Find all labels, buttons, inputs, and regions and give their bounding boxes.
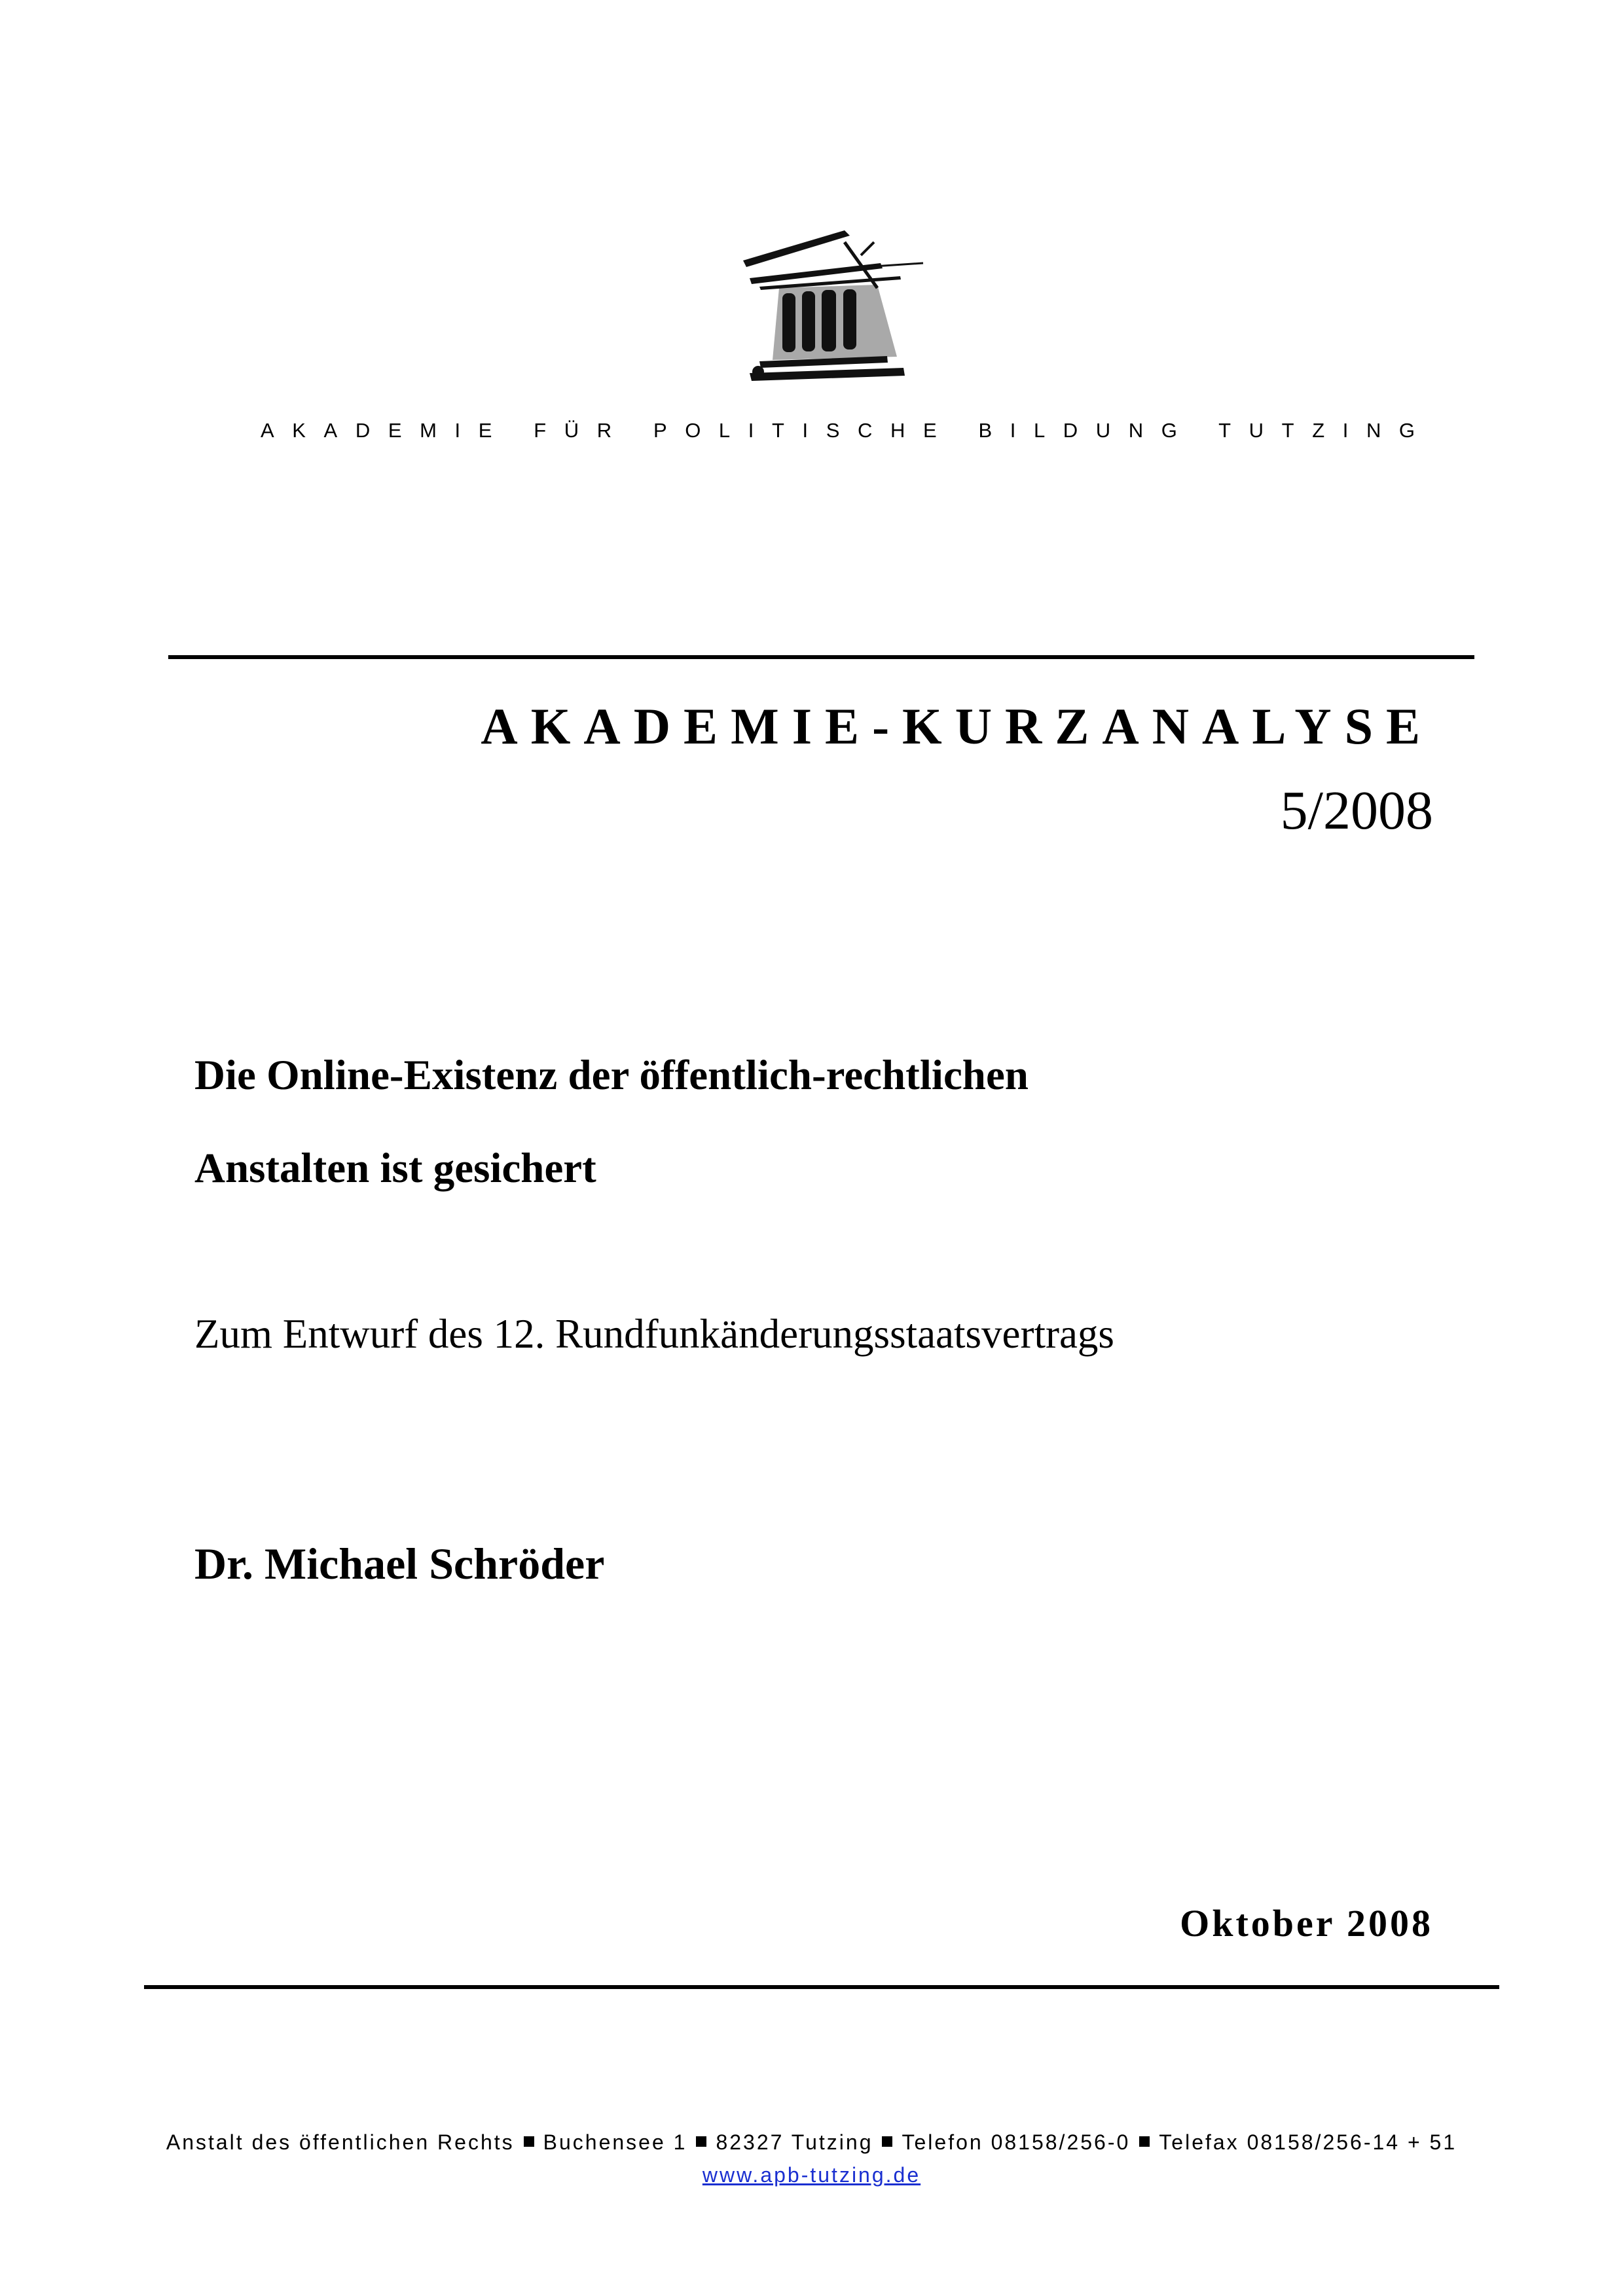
top-divider xyxy=(168,655,1474,659)
square-bullet-icon xyxy=(696,2136,706,2147)
footer-fax: Telefax 08158/256-14 + 51 xyxy=(1159,2130,1457,2154)
bottom-divider xyxy=(144,1985,1499,1989)
footer-city: 82327 Tutzing xyxy=(716,2130,873,2154)
square-bullet-icon xyxy=(882,2136,892,2147)
document-subtitle: Zum Entwurf des 12. Rundfunkänderungsstaatsvertrags xyxy=(194,1311,1114,1357)
document-title-line-2: Anstalten ist gesichert xyxy=(194,1145,596,1192)
footer-phone: Telefon 08158/256-0 xyxy=(902,2130,1131,2154)
temple-columns-logo xyxy=(733,216,930,393)
series-title: AKADEMIE-KURZANALYSE xyxy=(481,698,1433,755)
square-bullet-icon xyxy=(524,2136,534,2147)
footer-legal-form: Anstalt des öffentlichen Rechts xyxy=(166,2130,515,2154)
footer-website xyxy=(0,2163,1623,2187)
institution-name: AKADEMIE FÜR POLITISCHE BILDUNG TUTZING xyxy=(261,419,1433,442)
footer-street: Buchensee 1 xyxy=(543,2130,687,2154)
author-name: Dr. Michael Schröder xyxy=(194,1539,605,1588)
document-title xyxy=(194,1029,1029,1215)
series-number: 5/2008 xyxy=(1280,780,1433,841)
website-link[interactable]: www.apb-tutzing.de xyxy=(702,2163,921,2187)
publication-date: Oktober 2008 xyxy=(1180,1902,1433,1945)
document-title-line-1: Die Online-Existenz der öffentlich-rechtlichen xyxy=(194,1052,1029,1099)
square-bullet-icon xyxy=(1139,2136,1150,2147)
footer-address xyxy=(0,2130,1623,2155)
